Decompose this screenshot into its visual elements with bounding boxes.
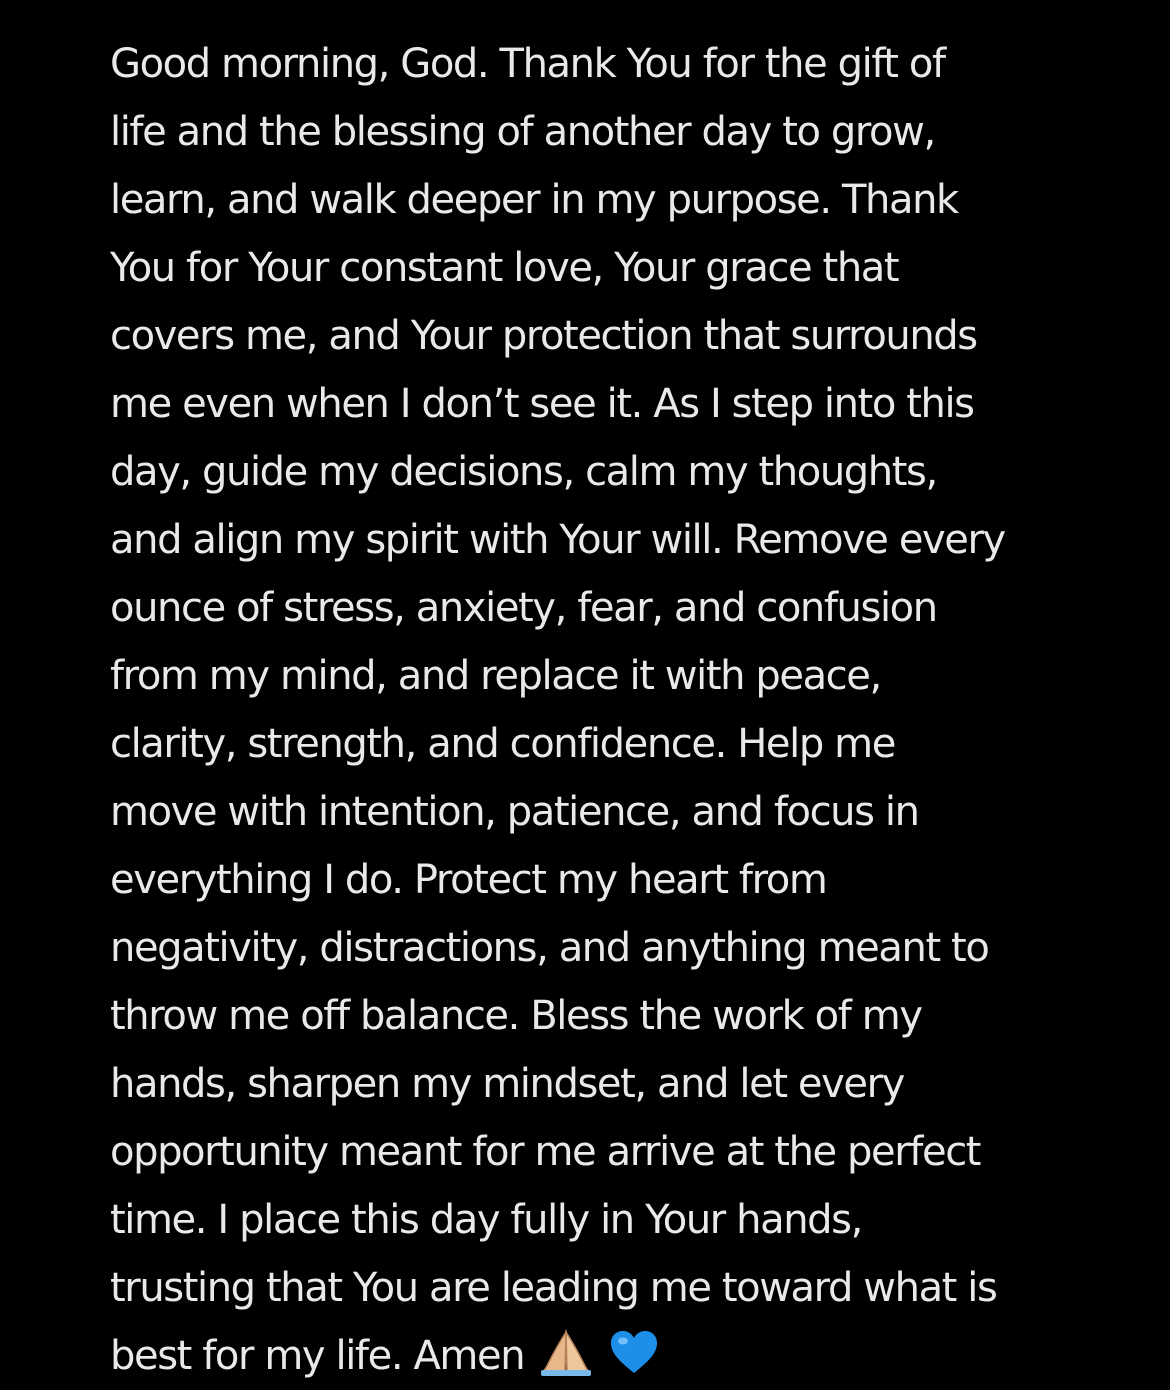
post-body	[110, 30, 1170, 1390]
post-line: and align my spirit with Your will. Remove every	[110, 517, 1005, 563]
post-line-last	[110, 1322, 1170, 1390]
post-line: opportunity meant for me arrive at the perfect	[110, 1129, 981, 1175]
post-line: You for Your constant love, Your grace that	[110, 245, 899, 291]
post-line: learn, and walk deeper in my purpose. Thank	[110, 177, 958, 223]
post-line: covers me, and Your protection that surrounds	[110, 313, 977, 359]
post-line: trusting that You are leading me toward what is	[110, 1265, 997, 1311]
post-line: Good morning, God. Thank You for the gift of	[110, 41, 945, 87]
post-line: from my mind, and replace it with peace,	[110, 653, 881, 699]
post-line: everything I do. Protect my heart from	[110, 857, 827, 903]
post-line: time. I place this day fully in Your hands,	[110, 1197, 862, 1243]
post-line: clarity, strength, and confidence. Help me	[110, 721, 895, 767]
blue-heart-icon	[609, 1329, 659, 1375]
post-line: move with intention, patience, and focus in	[110, 789, 919, 835]
post-line: me even when I don’t see it. As I step into this	[110, 381, 974, 427]
post-line: negativity, distractions, and anything meant to	[110, 925, 989, 971]
praying-hands-icon	[539, 1328, 593, 1376]
post-line: throw me off balance. Bless the work of my	[110, 993, 922, 1039]
post-line: life and the blessing of another day to grow,	[110, 109, 935, 155]
post-line: ounce of stress, anxiety, fear, and confusion	[110, 585, 937, 631]
post-line-last-text: best for my life. Amen	[110, 1333, 525, 1379]
post-line: hands, sharpen my mindset, and let every	[110, 1061, 904, 1107]
post-line: day, guide my decisions, calm my thoughts,	[110, 449, 937, 495]
